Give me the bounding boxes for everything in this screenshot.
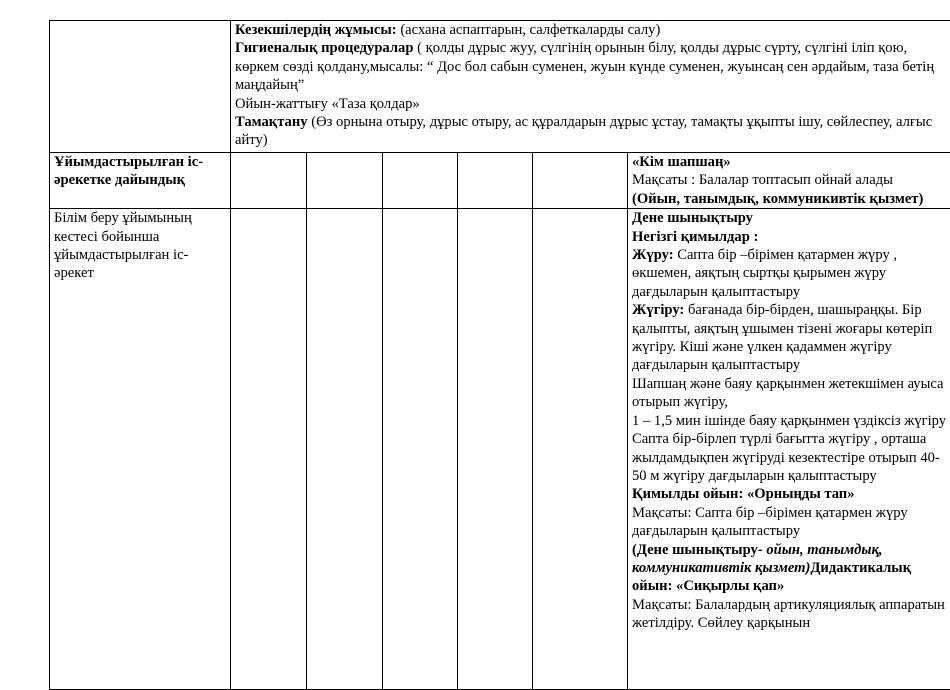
areas2-italic: ойын, танымдық, коммуникативтік қызмет): [632, 542, 883, 576]
schedule-table: [49, 20, 950, 690]
empty-cell: [383, 153, 458, 209]
empty-cell: [307, 153, 383, 209]
schedule-content-cell: [628, 209, 950, 690]
prep-content-cell: [628, 153, 950, 209]
areas2-bold: (Дене шынықтыру-: [632, 542, 763, 558]
mobile-game-goal: Мақсаты: Сапта бір –бірімен қатармен жүру дағдыларын қалыптастыру: [632, 504, 949, 541]
run-title: Жүгіру:: [632, 302, 684, 318]
main-moves-title: Негізгі қимылдар :: [632, 228, 949, 246]
run-text-3: 1 – 1,5 мин ішінде баяу қарқынмен үздіксіз жүгіру Сапта бір-бірлеп түрлі бағытта жүгіру , орташа жылдамдықпен жүгіруді кезектестіре отырып 40-50 м жүгіру дағдыларын қалыптастыру: [632, 412, 949, 486]
hygiene-line: [235, 39, 949, 94]
subject-title: Дене шынықтыру: [632, 209, 949, 227]
routine-cell: [231, 21, 950, 153]
hygiene-title: Гигиеналық процедуралар: [235, 40, 413, 56]
meal-line: [235, 113, 949, 150]
duty-line: [235, 21, 949, 39]
schedule-label: Білім беру ұйымының кестесі бойынша ұйымдастырылған іс-әрекет: [50, 209, 231, 690]
run-text-2: Шапшаң және баяу қарқынмен жетекшімен ауыса отырып жүгіру,: [632, 375, 949, 412]
areas-didactic-block: [632, 541, 949, 596]
didactic-goal: Мақсаты: Балалардың артикуляциялық аппаратын жетілдіру. Сөйлеу қарқынын: [632, 596, 949, 633]
mobile-game-title: Қимылды ойын: «Орныңды тап»: [632, 485, 949, 503]
duty-title: Кезекшілердің жұмысы:: [235, 22, 397, 38]
didactic-title: Дидактикалық ойын: «Сиқырлы қап»: [632, 560, 911, 594]
run-block: [632, 301, 949, 375]
duty-text: (асхана аспаптарын, салфеткаларды салу): [397, 22, 661, 38]
empty-cell: [458, 209, 533, 690]
empty-cell: [383, 209, 458, 690]
empty-cell: [533, 153, 628, 209]
meal-title: Тамақтану: [235, 114, 308, 130]
empty-cell: [533, 209, 628, 690]
run-text: бағанада бір-бірден, шашыраңқы. Бір қалыпты, аяқтың ұшымен тізені жоғары көтеріп жүгіру. Кіші және үлкен қадаммен жүгіру дағдыларын қалыптастыру: [632, 302, 932, 373]
empty-cell: [231, 209, 307, 690]
prep-game-title: «Кім шапшаң»: [632, 153, 949, 171]
game-exercise: Ойын-жаттығу «Таза қолдар»: [235, 95, 949, 113]
walk-title: Жүру:: [632, 247, 674, 263]
walk-block: [632, 246, 949, 301]
walk-text: Сапта бір –бірімен қатармен жүру , өкшемен, аяқтың сыртқы қырымен жүру дағдыларын қалыптастыру: [632, 247, 897, 300]
meal-text: (Өз орнына отыру, дұрыс отыру, ас құралдарын дұрыс ұстау, тамақты ұқыпты ішу, сөйлеспеу, алғыс айту): [235, 114, 932, 148]
empty-cell: [231, 153, 307, 209]
empty-cell: [307, 209, 383, 690]
hygiene-text: ( қолды дұрыс жуу, сүлгінің орынын білу, қолды дұрыс сүрту, сүлгіні іліп қою, көркем сөзді қолдану,мысалы: “ Дос бол сабын суменен, жуын күнде суменен, жуынсаң сен әрдайым, таза бетің маңдайың”: [235, 40, 934, 93]
prep-goal: Мақсаты : Балалар топтасып ойнай алады: [632, 171, 949, 189]
row1-label-cell: [50, 21, 231, 153]
empty-cell: [458, 153, 533, 209]
prep-areas: (Ойын, танымдық, коммуникивтік қызмет): [632, 190, 949, 208]
prep-label: Ұйымдастырылған іс-әрекетке дайындық: [50, 153, 231, 209]
